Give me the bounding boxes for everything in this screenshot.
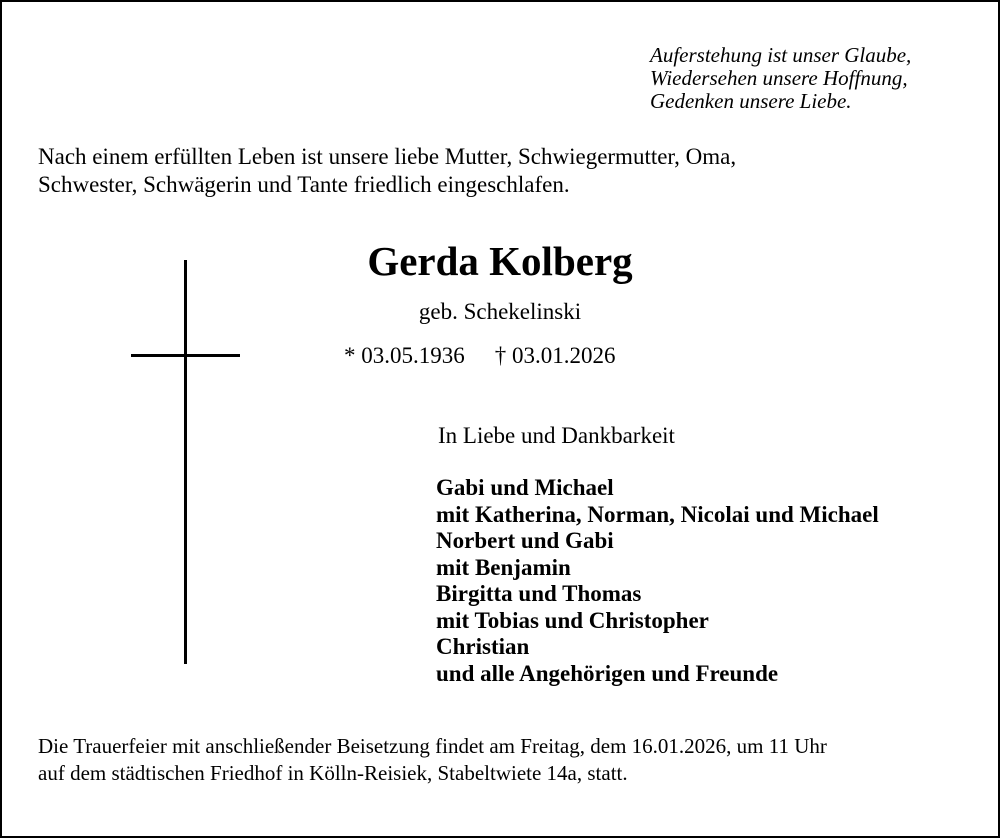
service-line: auf dem städtischen Friedhof in Kölln-Reisiek, Stabeltwiete 14a, statt. [38, 761, 628, 785]
mourner-line: mit Katherina, Norman, Nicolai und Michael [436, 501, 879, 527]
mourner-line: Norbert und Gabi [436, 528, 614, 553]
mourner-line: Birgitta und Thomas [436, 581, 642, 606]
mourner-line: Gabi und Michael [436, 475, 614, 500]
service-line: Die Trauerfeier mit anschließender Beisetzung findet am Freitag, dem 16.01.2026, um 11 Uhr [38, 734, 827, 758]
intro-line: Schwester, Schwägerin und Tante friedlich eingeschlafen. [38, 172, 570, 197]
birth-date: * 03.05.1936 [344, 343, 465, 368]
mourners-list [436, 475, 879, 687]
mourner-line: mit Benjamin [436, 554, 571, 580]
mourner-line: und alle Angehörigen und Freunde [436, 660, 779, 686]
service-info [38, 733, 827, 787]
mourner-line: mit Tobias und Christopher [436, 607, 709, 633]
life-dates [344, 342, 616, 370]
motto-line: Auferstehung ist unser Glaube, [650, 43, 912, 67]
cross-icon-crossbar [131, 354, 240, 357]
deceased-name: Gerda Kolberg [367, 238, 633, 284]
mourners-heading: In Liebe und Dankbarkeit [438, 423, 675, 448]
intro-line: Nach einem erfüllten Leben ist unsere liebe Mutter, Schwiegermutter, Oma, [38, 144, 737, 169]
motto-verse [650, 44, 911, 113]
death-date: † 03.01.2026 [494, 343, 616, 368]
mourner-line: Christian [436, 634, 530, 659]
intro-text [38, 143, 736, 199]
maiden-name: geb. Schekelinski [418, 299, 582, 324]
motto-line: Gedenken unsere Liebe. [650, 89, 852, 113]
motto-line: Wiedersehen unsere Hoffnung, [650, 66, 908, 90]
